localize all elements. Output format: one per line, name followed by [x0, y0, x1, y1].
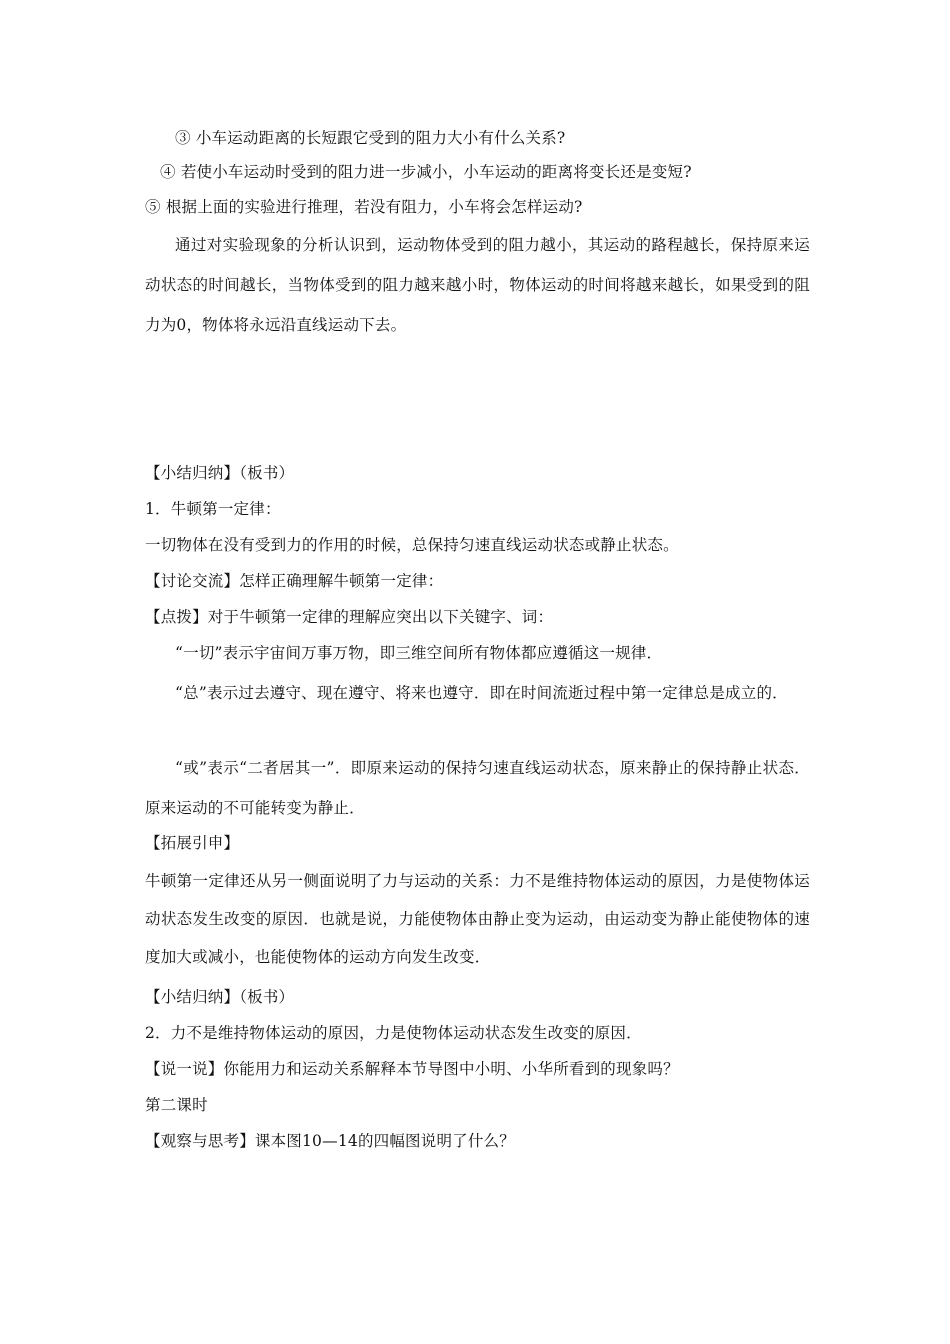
keyword-or: “或”表示“二者居其一”．即原来运动的保持匀速直线运动状态，原来静止的保持静止状态．原来运动的不可能转变为静止． [145, 759, 810, 817]
question-5: ⑤ 根据上面的实验进行推理，若没有阻力，小车将会怎样运动? [145, 198, 583, 216]
analysis-paragraph: 通过对实验现象的分析认识到，运动物体受到的阻力越小，其运动的路程越长，保持原来运动状态的时间越长，当物体受到的阻力越来越小时，物体运动的时间将越来越长，如果受到的阻力为0，物体将永远沿直线运动下去。 [145, 236, 810, 334]
conclusion-2: 2．力不是维持物体运动的原因，力是使物体运动状态发生改变的原因． [145, 1024, 642, 1042]
discussion-heading: 【讨论交流】怎样正确理解牛顿第一定律： [145, 572, 444, 590]
summary-heading-1: 【小结归纳】（板书） [145, 464, 295, 482]
law-title: 1．牛顿第一定律： [145, 500, 281, 518]
extension-heading: 【拓展引申】 [145, 834, 240, 852]
second-lesson: 第二课时 [145, 1096, 208, 1114]
say-it: 【说一说】你能用力和运动关系解释本节导图中小明、小华所看到的现象吗？ [145, 1060, 679, 1078]
question-4: ④ 若使小车运动时受到的阻力进一步减小，小车运动的距离将变长还是变短? [160, 163, 692, 181]
extension-paragraph: 牛顿第一定律还从另一侧面说明了力与运动的关系：力不是维持物体运动的原因，力是使物体运动状态发生改变的原因．也就是说，力能使物体由静止变为运动，由运动变为静止能使物体的速度加大或减小，也能使物体的运动方向发生改变． [145, 872, 810, 966]
question-3: ③ 小车运动距离的长短跟它受到的阻力大小有什么关系? [175, 129, 566, 147]
keyword-always: “总”表示过去遵守、现在遵守、将来也遵守．即在时间流逝过程中第一定律总是成立的． [175, 684, 788, 702]
law-statement: 一切物体在没有受到力的作用的时候，总保持匀速直线运动状态或静止状态。 [145, 536, 679, 554]
hint-heading: 【点拨】对于牛顿第一定律的理解应突出以下关键字、词： [145, 608, 554, 626]
observe-think: 【观察与思考】课本图10—14的四幅图说明了什么？ [145, 1132, 515, 1150]
keyword-all: “一切”表示宇宙间万事万物，即三维空间所有物体都应遵循这一规律． [175, 644, 663, 662]
summary-heading-2: 【小结归纳】（板书） [145, 988, 295, 1006]
